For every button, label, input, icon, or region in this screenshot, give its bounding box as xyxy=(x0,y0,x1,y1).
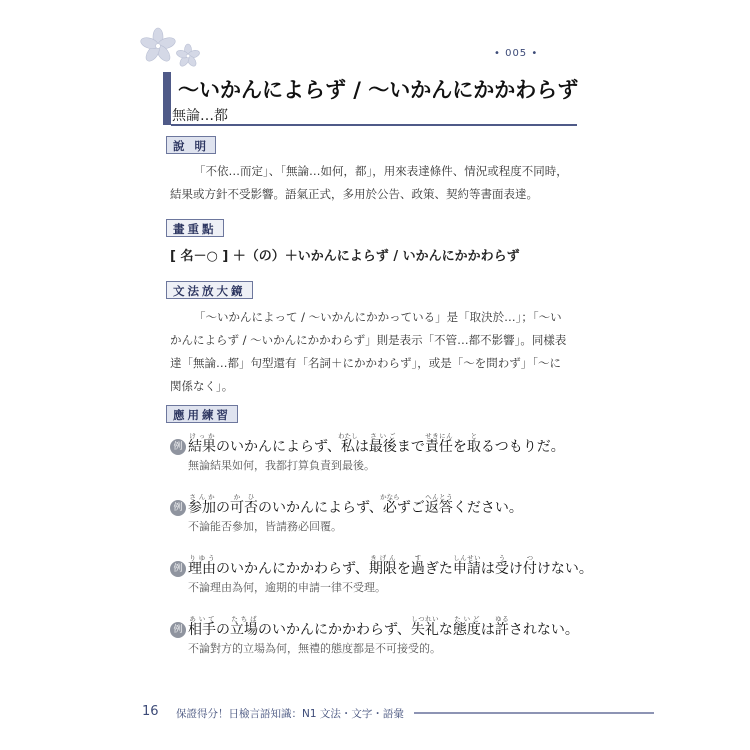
example-translation: 不論理由為何，逾期的申請一律不受理。 xyxy=(188,581,386,594)
flower-decoration-icon xyxy=(138,26,208,72)
example-mark-icon: 例 xyxy=(170,561,186,577)
section-label-explain: 說 明 xyxy=(166,136,216,154)
example-japanese: 参加さんかの可否かひのいかんによらず、必かならずご返答へんとうください。 xyxy=(188,493,523,516)
example-japanese: 理由りゆうのいかんにかかわらず、期限きげんを過すぎた申請しんせいは受うけ付つけない。 xyxy=(188,554,593,577)
title-underline xyxy=(171,124,577,126)
footer-rule xyxy=(414,712,654,714)
grammar-line-2: かんによらず / ～いかんにかかわらず」則是表示「不管…都不影響」。同樣表 xyxy=(170,333,567,347)
page-title: ～いかんによらず / ～いかんにかかわらず xyxy=(178,78,579,102)
explain-paragraph xyxy=(170,160,580,206)
example-mark-icon: 例 xyxy=(170,439,186,455)
grammar-line-1: 「～いかんによって / ～いかんにかかっている」是「取決於…」；「～い xyxy=(194,310,562,324)
explain-line-1: 「不依…而定」、「無論…如何，都」，用來表達條件、情況或程度不同時， xyxy=(194,164,568,178)
example-japanese: 相手あいての立場たちばのいかんにかかわらず、失礼しつれいな態度たいどは許ゆるされない。 xyxy=(188,615,579,638)
title-accent-bar xyxy=(163,72,171,125)
page-tag: • 005 • xyxy=(494,48,539,59)
example-japanese: 結果けっかのいかんによらず、私わたしは最後さいごまで責任せきにんを取とるつもりだ。 xyxy=(188,432,565,455)
page-subtitle: 無論…都 xyxy=(172,108,228,124)
example-mark-icon: 例 xyxy=(170,500,186,516)
grammar-line-4: 関係なく」。 xyxy=(170,379,234,393)
section-label-practice: 應用練習 xyxy=(166,405,238,423)
example-translation: 不論能否參加，皆請務必回覆。 xyxy=(188,520,342,533)
example-translation: 不論對方的立場為何，無禮的態度都是不可接受的。 xyxy=(188,642,441,655)
example-translation: 無論結果如何，我都打算負責到最後。 xyxy=(188,459,375,472)
section-label-grammar: 文法放大鏡 xyxy=(166,281,253,299)
example-mark-icon: 例 xyxy=(170,622,186,638)
book-title: 保證得分！日檢言語知識：N1 文法・文字・語彙 xyxy=(176,708,404,720)
explain-line-2: 結果或方針不受影響。語氣正式，多用於公告、政策、契約等書面表達。 xyxy=(170,187,538,201)
page-number: 16 xyxy=(142,704,159,719)
grammar-line-3: 達「無論…都」句型還有「名詞＋にかかわらず」，或是「～を問わず」「～に xyxy=(170,356,561,370)
grammar-paragraph xyxy=(170,306,580,398)
section-label-key-points: 畫重點 xyxy=(166,219,224,237)
grammar-formula: [ 名－○ ] ＋（の）＋いかんによらず / いかんにかかわらず xyxy=(170,249,520,264)
